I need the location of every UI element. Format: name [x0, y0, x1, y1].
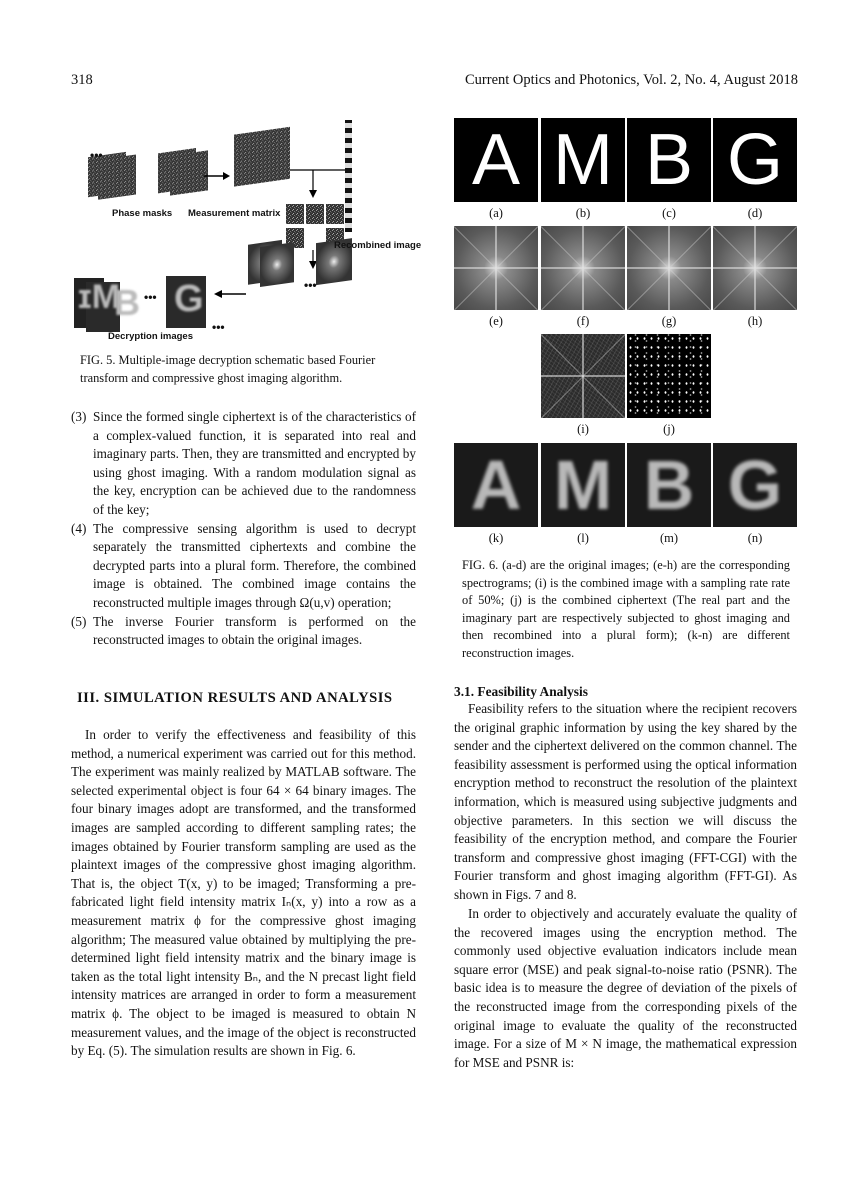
dots: ••• — [90, 148, 103, 162]
reconstruction-n: G — [713, 443, 797, 527]
dots: ••• — [144, 290, 157, 304]
feasibility-paragraph-2: In order to objectively and accurately evaluate the quality of the recovered images using the encryption method. The commonly used objective evaluation indicators include mean square error (MSE) and peak signal-to-noise ratio (PSNR). The basic idea is to measure the degree of deviation of the pixels of the reconstructed image from the corresponding pixels of the original image to evaluate the quality of the reconstructed image. For a size of M × N image, the mathematical expression for MSE and PSNR is: — [454, 906, 797, 1070]
label-n: (n) — [747, 531, 763, 545]
reconstruction-k: A — [454, 443, 538, 527]
journal-header: Current Optics and Photonics, Vol. 2, No. 4, August 2018 — [465, 72, 798, 88]
label-k: (k) — [488, 531, 504, 545]
reconstruction-m: B — [627, 443, 711, 527]
figure-5-caption: FIG. 5. Multiple-image decryption schematic based Fourier transform and compressive ghost imaging algorithm. — [80, 353, 376, 385]
label-h: (h) — [747, 314, 763, 328]
section-heading: III. SIMULATION RESULTS AND ANALYSIS — [77, 690, 393, 706]
combined-ciphertext-j — [627, 334, 711, 418]
page-number: 318 — [71, 72, 93, 88]
figure-6-caption: FIG. 6. (a-d) are the original images; (e-h) are the corresponding spectrograms; (i) is the combined image with a sampling rate rate of 50%; (j) is the combined ciphertext (The real part and the imaginary part are respectively subjected to ghost imaging and then recombined into a plural form); (k-n) are different reconstruction images. — [462, 558, 790, 660]
label-g: (g) — [661, 314, 677, 328]
original-image-c: B — [627, 118, 711, 202]
label-e: (e) — [489, 314, 503, 328]
dots: ••• — [304, 278, 317, 292]
decrypt-letter-g: G — [174, 278, 204, 320]
label-c: (c) — [662, 206, 676, 220]
spectrogram-f — [541, 226, 625, 310]
original-image-a: A — [454, 118, 538, 202]
subsection-heading: 3.1. Feasibility Analysis — [454, 684, 588, 699]
spectrogram-e — [454, 226, 538, 310]
spectrogram-g — [627, 226, 711, 310]
label-i: (i) — [577, 422, 589, 436]
list-item: (3) Since the formed single ciphertext is of the characteristics of a complex-valued function, it is separated into real and imaginary parts. Then, they are transmitted and encrypted by using ghost imaging. With a random modulation signal as the key, encryption can be achieved due to the randomness of the key; — [71, 409, 416, 517]
label-a: (a) — [489, 206, 503, 220]
spectrogram-h — [713, 226, 797, 310]
decrypt-letter-b: B — [114, 282, 140, 323]
label-b: (b) — [575, 206, 591, 220]
phase-masks — [88, 148, 208, 200]
feasibility-paragraph-1: Feasibility refers to the situation where the recipient recovers the original graphic information by using the key shared by the sender and the ciphertext delivered on the common channel. The feasibility assessment is performed using the optical information encryption method to reconstruct the resolution of the plaintext information, which is measured using subjective judgments and objective parameters. In this section we will discuss the feasibility of the encryption method, and compare the Fourier transform and compressive ghost imaging (FFT-CGI) with the Fourier transform and ghost imaging algorithm (FFT-GI). As shown in Figs. 7 and 8. — [454, 701, 797, 902]
label-m: (m) — [659, 531, 679, 545]
measurement-matrix — [234, 127, 290, 187]
procedure-list — [71, 408, 416, 650]
label-f: (f) — [576, 314, 590, 328]
label-d: (d) — [747, 206, 763, 220]
dots: ••• — [212, 320, 225, 334]
combined-image-i — [541, 334, 625, 418]
reconstruction-l: M — [541, 443, 625, 527]
list-item: (5) The inverse Fourier transform is performed on the reconstructed images to obtain the original images. — [71, 613, 416, 648]
original-image-b: M — [541, 118, 625, 202]
recombined-image-label: Recombined image — [334, 240, 422, 251]
original-image-d: G — [713, 118, 797, 202]
label-j: (j) — [663, 422, 675, 436]
list-item: (4) The compressive sensing algorithm is used to decrypt separately the transmitted ciphertexts and combine the decrypted parts into a plural form. Therefore, the combined image is obtained. The combined image contains the reconstructed multiple images through Ω(u,v) operation; — [71, 520, 416, 610]
label-l: (l) — [577, 531, 589, 545]
decryption-images-label: Decryption images — [108, 331, 193, 342]
decrypt-letter-a: ɪM — [78, 278, 121, 316]
measurement-matrix-label: Measurement matrix — [188, 208, 281, 219]
section-3-paragraph: In order to verify the effectiveness and feasibility of this method, a numerical experiment was carried out for this method. The experiment was mainly realized by MATLAB software. The selected experimental object is four 64 × 64 binary images. The four binary images adopt are transformed, and the transformed images are sampled according to different sampling rates; the images obtained by Fourier transform sampling are used as the plaintext images of the compressive ghost imaging algorithm. That is, the object T(x, y) to be imaged; Transforming a pre-fabricated light field intensity matrix Iₙ(x, y) into a row as a measurement matrix ϕ for the compressive ghost imaging algorithm; The measured value obtained by multiplying the pre-determined light field intensity matrix and the binary image is taken as the total light intensity Bₙ, and the N precast light field intensity matrices are arranged in order to form a measurement matrix ϕ. The object to be imaged is measured to obtain N measurement values, and the image of the object is reconstructed by Eq. (5). The simulation results are shown in Fig. 6. — [71, 727, 416, 1059]
phase-masks-label: Phase masks — [112, 208, 173, 219]
random-key-bar — [345, 120, 352, 232]
figure-5-schematic — [68, 118, 428, 346]
